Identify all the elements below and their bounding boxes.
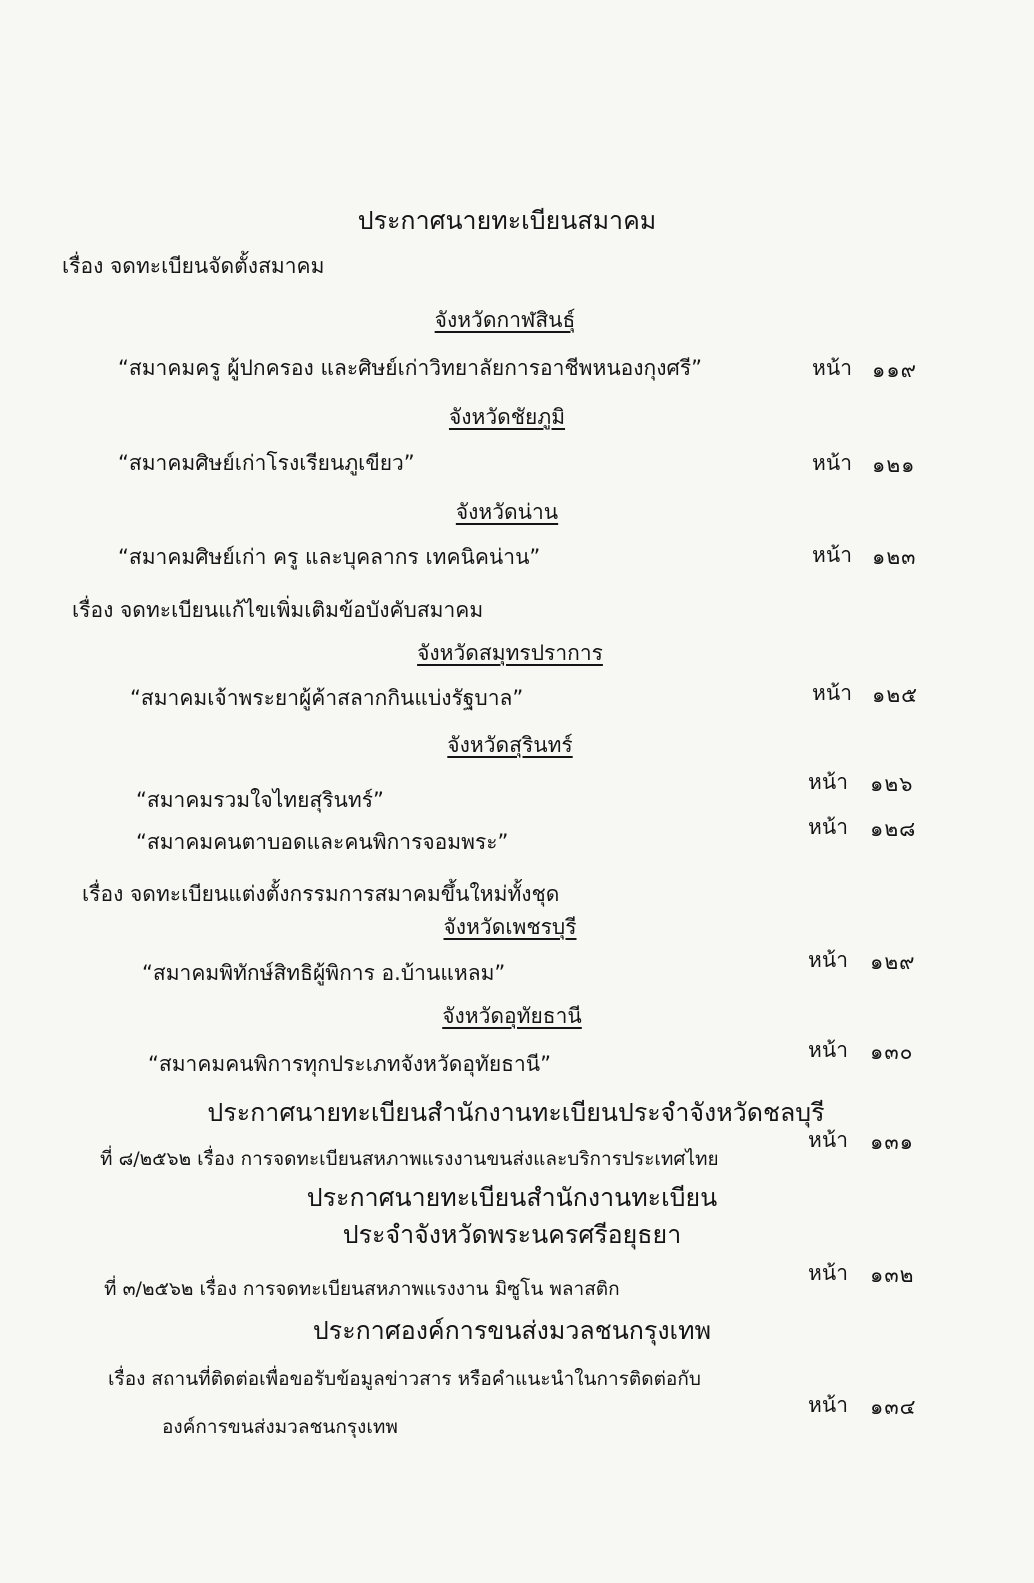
page-number: ๑๒๑ — [872, 453, 916, 477]
association-entry: “สมาคมครู ผู้ปกครอง และศิษย์เก่าวิทยาลัยการอาชีพหนองกุงศรี” — [118, 356, 703, 380]
page-label: หน้า — [808, 948, 848, 972]
province-heading: จังหวัดสุรินทร์ — [447, 733, 573, 757]
association-entry: “สมาคมรวมใจไทยสุรินทร์” — [136, 788, 384, 812]
province-heading: จังหวัดชัยภูมิ — [448, 405, 566, 429]
page-number: ๑๒๘ — [870, 817, 917, 841]
section-subject: เรื่อง จดทะเบียนจัดตั้งสมาคม — [62, 254, 325, 278]
notice-title: ประกาศนายทะเบียนสำนักงานทะเบียน — [306, 1183, 718, 1212]
notice-entry: ที่ ๘/๒๕๖๒ เรื่อง การจดทะเบียนสหภาพแรงงานขนส่งและบริการประเทศไทย — [100, 1148, 719, 1170]
notice-entry: ที่ ๓/๒๕๖๒ เรื่อง การจดทะเบียนสหภาพแรงงาน มิซูโน พลาสติก — [104, 1278, 620, 1300]
page-number: ๑๓๐ — [870, 1040, 914, 1064]
page-title: ประกาศนายทะเบียนสมาคม — [357, 206, 657, 235]
page-number: ๑๓๔ — [870, 1395, 917, 1419]
page-number: ๑๒๓ — [872, 545, 917, 569]
page-label: หน้า — [812, 543, 852, 567]
province-heading: จังหวัดสมุทรปราการ — [417, 641, 603, 665]
notice-entry: เรื่อง สถานที่ติดต่อเพื่อขอรับข้อมูลข่าวสาร หรือคำแนะนำในการติดต่อกับ — [108, 1368, 701, 1390]
page-number: ๑๓๑ — [870, 1130, 915, 1154]
notice-entry-continuation: องค์การขนส่งมวลชนกรุงเทพ — [162, 1416, 398, 1438]
page-label: หน้า — [808, 815, 848, 839]
page-label: หน้า — [812, 356, 852, 380]
page-number: ๑๑๙ — [872, 358, 918, 382]
page-label: หน้า — [812, 681, 852, 705]
page-number: ๑๒๕ — [872, 683, 919, 707]
section-subject: เรื่อง จดทะเบียนแก้ไขเพิ่มเติมข้อบังคับสมาคม — [72, 598, 484, 622]
page-number: ๑๒๖ — [870, 772, 914, 796]
notice-title: ประกาศนายทะเบียนสำนักงานทะเบียนประจำจังหวัดชลบุรี — [207, 1098, 825, 1127]
association-entry: “สมาคมศิษย์เก่า ครู และบุคลากร เทคนิคน่าน” — [118, 545, 541, 569]
page-label: หน้า — [808, 1128, 848, 1152]
province-heading: จังหวัดอุทัยธานี — [442, 1004, 582, 1028]
association-entry: “สมาคมเจ้าพระยาผู้ค้าสลากกินแบ่งรัฐบาล” — [130, 686, 524, 710]
page-label: หน้า — [808, 770, 848, 794]
section-subject: เรื่อง จดทะเบียนแต่งตั้งกรรมการสมาคมขึ้นใหม่ทั้งชุด — [82, 882, 560, 906]
page-label: หน้า — [808, 1038, 848, 1062]
notice-title: ประกาศองค์การขนส่งมวลชนกรุงเทพ — [312, 1316, 712, 1345]
page-label: หน้า — [812, 451, 852, 475]
association-entry: “สมาคมศิษย์เก่าโรงเรียนภูเขียว” — [118, 451, 415, 475]
association-entry: “สมาคมพิทักษ์สิทธิผู้พิการ อ.บ้านแหลม” — [142, 961, 506, 985]
province-heading: จังหวัดเพชรบุรี — [443, 915, 577, 939]
page-label: หน้า — [808, 1261, 848, 1285]
page-number: ๑๓๒ — [870, 1263, 915, 1287]
province-heading: จังหวัดน่าน — [455, 500, 559, 524]
association-entry: “สมาคมคนตาบอดและคนพิการจอมพระ” — [136, 830, 509, 854]
association-entry: “สมาคมคนพิการทุกประเภทจังหวัดอุทัยธานี” — [148, 1052, 551, 1076]
page-number: ๑๒๙ — [870, 950, 916, 974]
province-heading: จังหวัดกาฬสินธุ์ — [434, 308, 576, 332]
page-label: หน้า — [808, 1393, 848, 1417]
notice-title-line2: ประจำจังหวัดพระนครศรีอยุธยา — [342, 1220, 682, 1249]
